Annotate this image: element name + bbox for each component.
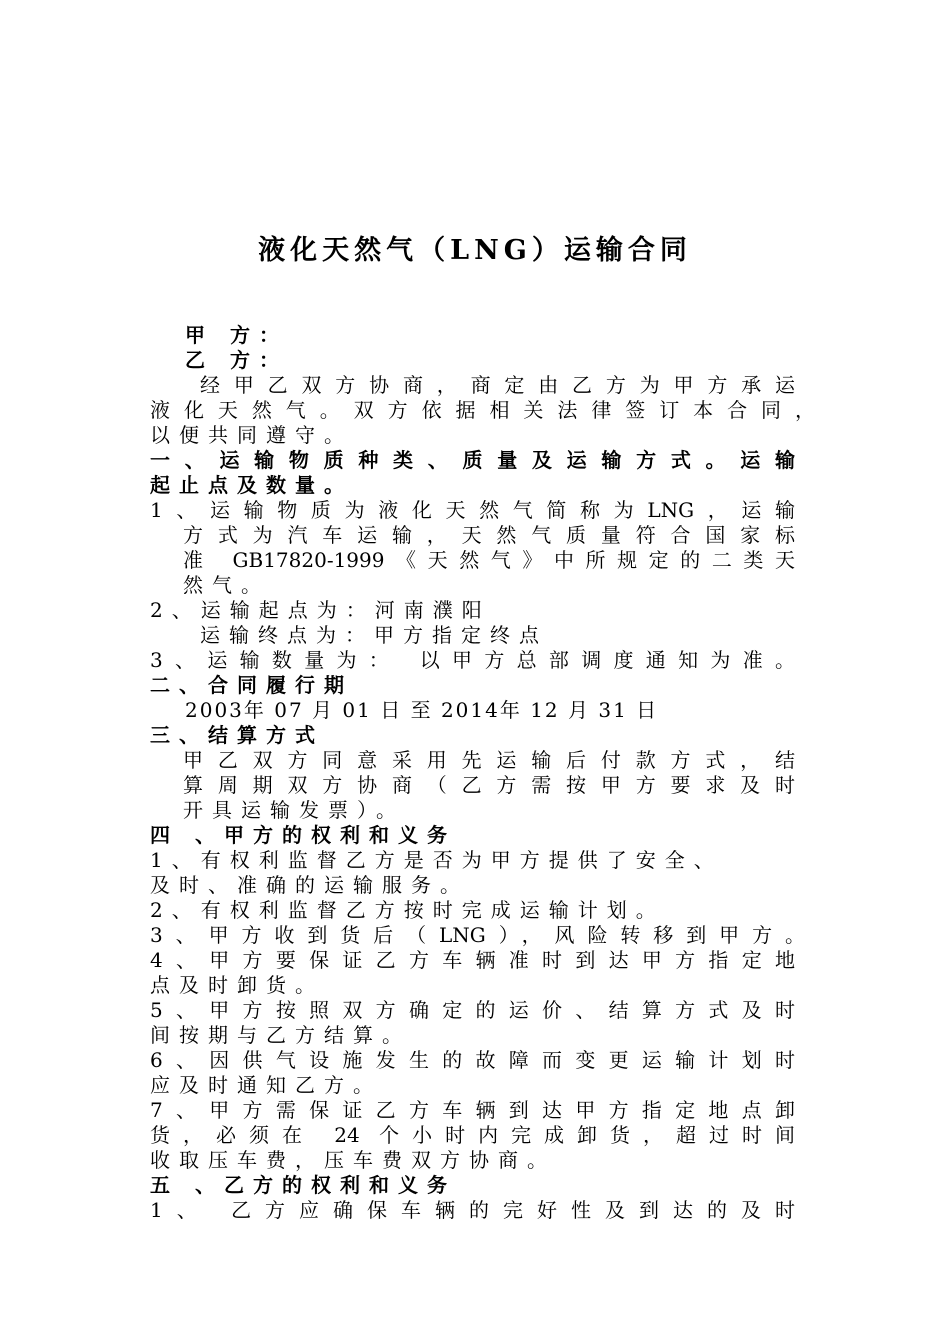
party-a-label: 甲 方： [185,323,288,347]
clause-line: 甲乙双方同意采用先运输后付款方式，结 [183,748,795,772]
party-b-label: 乙 方： [185,348,288,372]
clause-line: 货，必须在 24 个小时内完成卸货，超过时间 [150,1123,795,1147]
section-heading-3: 三、结算方式 [150,723,324,747]
clause-line: 算周期双方协商（乙方需按甲方要求及时 [183,773,795,797]
clause-line: 收取压车费，压车费双方协商。 [150,1148,556,1172]
clause-line: 4、甲方要保证乙方车辆准时到达甲方指定地 [150,948,795,972]
clause-line: 2、有权利监督乙方按时完成运输计划。 [150,898,665,922]
paragraph-line: 经甲乙双方协商，商定由乙方为甲方承运 [200,373,795,397]
clause-line: 1、 乙方应确保车辆的完好性及到达的及时 [150,1198,795,1222]
clause-line: 5、甲方按照双方确定的运价、结算方式及时 [150,998,795,1022]
section-heading-2: 二、合同履行期 [150,673,353,697]
clause-line: 点及时卸货。 [150,973,324,997]
paragraph-line: 以便共同遵守。 [150,423,353,447]
clause-line: 应及时通知乙方。 [150,1073,382,1097]
section-heading-4: 四 、甲方的权利和义务 [150,823,456,847]
clause-line: 间按期与乙方结算。 [150,1023,411,1047]
clause-line: 准 GB17820-1999《天然气》中所规定的二类天 [183,548,795,572]
clause-line: 7、甲方需保证乙方车辆到达甲方指定地点卸 [150,1098,795,1122]
clause-line: 6、因供气设施发生的故障而变更运输计划时 [150,1048,795,1072]
clause-line: 3、运输数量为： 以甲方总部调度通知为准。 [150,648,795,672]
clause-line: 1、运输物质为液化天然气简称为LNG，运输 [150,498,795,522]
paragraph-line: 液化天然气。双方依据相关法律签订本合同， [150,398,815,422]
clause-line: 开具运输发票）。 [183,798,405,822]
section-heading-1-cont: 起止点及数量。 [150,473,353,497]
clause-line: 3、甲方收到货后（LNG），风险转移到甲方。 [150,923,805,947]
clause-line: 2、运输起点为：河南濮阳 [150,598,491,622]
clause-line: 及时、准确的运输服务。 [150,873,469,897]
section-heading-5: 五 、乙方的权利和义务 [150,1173,456,1197]
clause-line: 1、有权利监督乙方是否为甲方提供了安全、 [150,848,723,872]
clause-line: 方式为汽车运输，天然气质量符合国家标 [183,523,795,547]
clause-line: 然气。 [183,573,270,597]
contract-period: 2003年 07 月 01 日 至 2014年 12 月 31 日 [185,698,659,722]
clause-line: 运输终点为：甲方指定终点 [200,623,548,647]
section-heading-1: 一、运输物质种类、质量及运输方式。运输 [150,448,795,472]
document-title: 液化天然气（LNG）运输合同 [258,235,692,266]
